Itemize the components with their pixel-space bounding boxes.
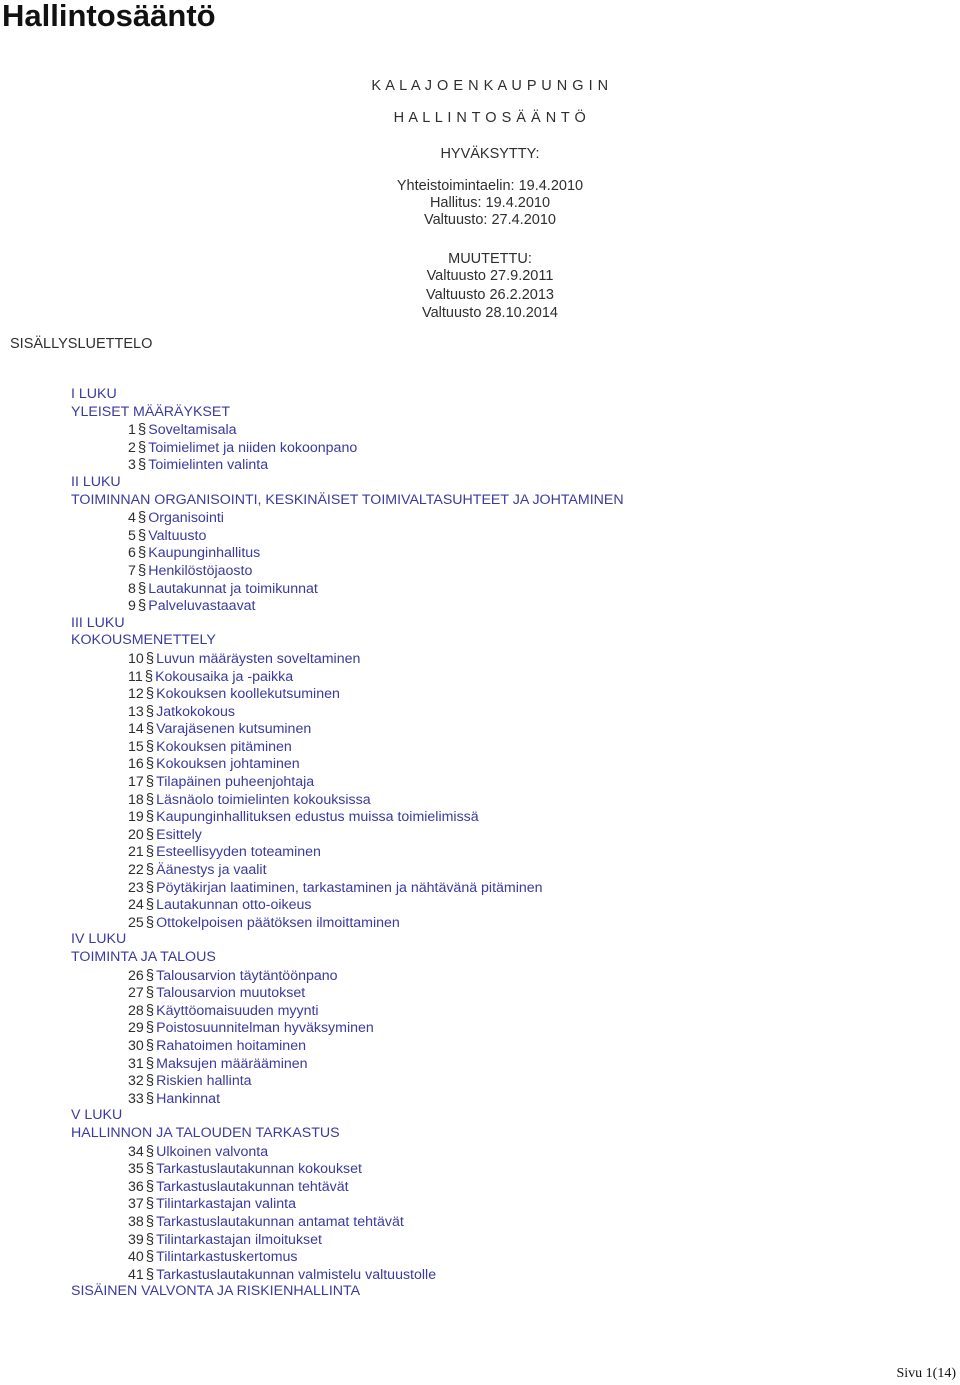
toc-item-number: 20 [128, 826, 144, 843]
toc-item-title: Kokouksen pitäminen [156, 738, 292, 755]
paragraph-symbol: § [137, 421, 147, 439]
table-of-contents [71, 386, 951, 1301]
toc-item[interactable] [71, 755, 951, 773]
toc-item[interactable] [71, 509, 951, 527]
toc-item-title: Soveltamisala [148, 422, 237, 439]
toc-item-title: Tilintarkastuskertomus [156, 1249, 298, 1266]
toc-chapter[interactable]: HALLINNON JA TALOUDEN TARKASTUS [71, 1124, 340, 1141]
toc-item-number: 41 [128, 1266, 144, 1283]
toc-item-title: Lautakunnat ja toimikunnat [148, 580, 318, 597]
toc-item-number: 35 [128, 1161, 144, 1178]
toc-item-number: 2 [128, 439, 136, 456]
toc-item-title: Tarkastuslautakunnan kokoukset [156, 1161, 362, 1178]
paragraph-symbol: § [145, 1248, 155, 1266]
toc-item-title: Maksujen määrääminen [156, 1055, 308, 1072]
toc-item[interactable] [71, 1160, 951, 1178]
toc-chapter[interactable]: YLEISET MÄÄRÄYKSET [71, 403, 231, 420]
toc-item[interactable] [71, 439, 951, 457]
toc-item-number: 3 [128, 457, 136, 474]
toc-item-title: Tilintarkastajan valinta [156, 1196, 296, 1213]
toc-item-number: 33 [128, 1090, 144, 1107]
toc-item[interactable] [71, 527, 951, 545]
approval-line: Yhteistoimintaelin: 19.4.2010 [396, 178, 584, 194]
toc-item-title: Ottokelpoisen päätöksen ilmoittaminen [156, 914, 400, 931]
toc-item-title: Lautakunnan otto-oikeus [156, 897, 312, 914]
toc-item-title: Pöytäkirjan laatiminen, tarkastaminen ja nähtävänä pitäminen [156, 879, 543, 896]
toc-item-number: 19 [128, 809, 144, 826]
approval-line: Hallitus: 19.4.2010 [429, 195, 551, 211]
toc-item-number: 37 [128, 1196, 144, 1213]
toc-item[interactable] [71, 668, 951, 686]
paragraph-symbol: § [145, 878, 155, 896]
paragraph-symbol: § [145, 1212, 155, 1230]
toc-item[interactable] [71, 1266, 951, 1284]
toc-item[interactable] [71, 808, 951, 826]
paragraph-symbol: § [145, 1177, 155, 1195]
paragraph-symbol: § [137, 544, 147, 562]
toc-item-number: 6 [128, 545, 136, 562]
toc-item[interactable] [71, 1002, 951, 1020]
paragraph-symbol: § [145, 773, 155, 791]
toc-item-title: Organisointi [148, 510, 224, 527]
toc-item-number: 31 [128, 1055, 144, 1072]
paragraph-symbol: § [137, 509, 147, 527]
toc-item-number: 17 [128, 774, 144, 791]
toc-item[interactable] [71, 826, 951, 844]
toc-item-number: 38 [128, 1213, 144, 1230]
toc-item[interactable] [71, 1055, 951, 1073]
paragraph-symbol: § [137, 438, 147, 456]
toc-chapter[interactable]: IV LUKU [71, 931, 127, 948]
toc-item-number: 14 [128, 721, 144, 738]
toc-chapter[interactable]: II LUKU [71, 473, 121, 490]
toc-item-number: 36 [128, 1178, 144, 1195]
toc-item[interactable] [71, 1248, 951, 1266]
paragraph-symbol: § [145, 984, 155, 1002]
paragraph-symbol: § [145, 649, 155, 667]
toc-item[interactable] [71, 580, 951, 598]
toc-item[interactable] [71, 791, 951, 809]
toc-item-number: 15 [128, 738, 144, 755]
paragraph-symbol: § [145, 1001, 155, 1019]
toc-item-number: 30 [128, 1037, 144, 1054]
toc-item-title: Jatkokokous [156, 703, 235, 720]
toc-item-number: 27 [128, 985, 144, 1002]
toc-item-number: 7 [128, 562, 136, 579]
toc-item-title: Käyttöomaisuuden myynti [156, 1002, 319, 1019]
toc-item-title: Kaupunginhallituksen edustus muissa toimielimissä [156, 809, 479, 826]
paragraph-symbol: § [145, 790, 155, 808]
toc-item-number: 10 [128, 650, 144, 667]
toc-item[interactable] [71, 843, 951, 861]
toc-item-number: 34 [128, 1143, 144, 1160]
toc-item-number: 29 [128, 1020, 144, 1037]
paragraph-symbol: § [137, 561, 147, 579]
paragraph-symbol: § [145, 1265, 155, 1283]
toc-item[interactable] [71, 861, 951, 879]
toc-item-title: Talousarvion muutokset [156, 985, 306, 1002]
approved-label: HYVÄKSYTTY: [440, 146, 540, 162]
paragraph-symbol: § [145, 843, 155, 861]
toc-item-number: 13 [128, 703, 144, 720]
toc-item-number: 26 [128, 967, 144, 984]
toc-item-title: Kaupunginhallitus [148, 545, 261, 562]
toc-item[interactable] [71, 720, 951, 738]
page-title: Hallintosääntö [2, 0, 216, 33]
toc-item[interactable] [71, 1178, 951, 1196]
paragraph-symbol: § [145, 1089, 155, 1107]
toc-item-title: Tarkastuslautakunnan tehtävät [156, 1178, 349, 1195]
toc-item[interactable] [71, 650, 951, 668]
toc-item[interactable] [71, 984, 951, 1002]
toc-item-title: Valtuusto [148, 527, 207, 544]
toc-item-title: Palveluvastaavat [148, 598, 256, 615]
paragraph-symbol: § [145, 1019, 155, 1037]
toc-item[interactable] [71, 738, 951, 756]
toc-chapter[interactable]: SISÄINEN VALVONTA JA RISKIENHALLINTA [71, 1283, 361, 1300]
toc-item-number: 24 [128, 897, 144, 914]
toc-item[interactable] [71, 1143, 951, 1161]
toc-item-number: 25 [128, 914, 144, 931]
toc-item-title: Tilapäinen puheenjohtaja [156, 774, 315, 791]
toc-chapter[interactable]: KOKOUSMENETTELY [71, 632, 216, 649]
toc-item[interactable] [71, 1019, 951, 1037]
toc-item-title: Rahatoimen hoitaminen [156, 1037, 306, 1054]
toc-item-number: 21 [128, 844, 144, 861]
toc-item[interactable] [71, 456, 951, 474]
toc-item-title: Kokouksen johtaminen [156, 756, 300, 773]
toc-item[interactable] [71, 703, 951, 721]
toc-item-title: Kokousaika ja -paikka [155, 668, 294, 685]
toc-item-title: Hankinnat [156, 1090, 221, 1107]
toc-item-number: 8 [128, 580, 136, 597]
toc-chapter[interactable]: TOIMINTA JA TALOUS [71, 949, 216, 965]
paragraph-symbol: § [145, 1195, 155, 1213]
toc-item[interactable] [71, 1072, 951, 1090]
toc-item-title: Ulkoinen valvonta [156, 1143, 269, 1160]
toc-heading: SISÄLLYSLUETTELO [10, 336, 153, 352]
header-regulation-line: H A L L I N T O S Ä Ä N T Ö [393, 110, 587, 126]
paragraph-symbol: § [145, 1230, 155, 1248]
toc-item[interactable] [71, 685, 951, 703]
page-number: Sivu 1(14) [896, 1366, 956, 1381]
toc-item-title: Talousarvion täytäntöönpano [156, 967, 338, 984]
toc-item-number: 23 [128, 879, 144, 896]
amendment-line: Valtuusto 28.10.2014 [422, 305, 558, 321]
paragraph-symbol: § [137, 579, 147, 597]
paragraph-symbol: § [145, 1054, 155, 1072]
toc-item-number: 18 [128, 791, 144, 808]
toc-item[interactable] [71, 562, 951, 580]
toc-item-number: 11 [128, 668, 143, 685]
toc-item-number: 22 [128, 862, 144, 879]
toc-item[interactable] [71, 1090, 951, 1108]
toc-item[interactable] [71, 879, 951, 897]
paragraph-symbol: § [145, 896, 155, 914]
paragraph-symbol: § [145, 685, 155, 703]
toc-item[interactable] [71, 544, 951, 562]
toc-item-title: Tarkastuslautakunnan valmistelu valtuustolle [156, 1266, 437, 1283]
paragraph-symbol: § [145, 808, 155, 826]
paragraph-symbol: § [137, 526, 147, 544]
toc-item-title: Tarkastuslautakunnan antamat tehtävät [156, 1213, 404, 1230]
toc-item-title: Esittely [156, 826, 202, 843]
toc-item-title: Kokouksen koollekutsuminen [156, 686, 340, 703]
toc-item-title: Luvun määräysten soveltaminen [156, 650, 361, 667]
paragraph-symbol: § [145, 1072, 155, 1090]
toc-item[interactable] [71, 1195, 951, 1213]
toc-item[interactable] [71, 1037, 951, 1055]
amended-label: MUUTETTU: [448, 251, 532, 267]
paragraph-symbol: § [145, 1160, 155, 1178]
toc-item[interactable] [71, 773, 951, 791]
toc-item-title: Toimielimet ja niiden kokoonpano [148, 439, 358, 456]
toc-item[interactable] [71, 967, 951, 985]
toc-item[interactable] [71, 421, 951, 439]
toc-item-title: Toimielinten valinta [148, 457, 269, 474]
toc-item-number: 9 [128, 598, 136, 615]
toc-item-title: Henkilöstöjaosto [148, 562, 253, 579]
paragraph-symbol: § [145, 755, 155, 773]
paragraph-symbol: § [145, 861, 155, 879]
toc-item-title: Varajäsenen kutsuminen [156, 721, 312, 738]
toc-item-title: Tilintarkastajan ilmoitukset [156, 1231, 322, 1248]
toc-item-number: 5 [128, 527, 136, 544]
toc-item[interactable] [71, 597, 951, 615]
toc-chapter[interactable]: TOIMINNAN ORGANISOINTI, KESKINÄISET TOIMIVALTASUHTEET JA JOHTAMINEN [71, 491, 624, 508]
toc-item-number: 32 [128, 1073, 144, 1090]
toc-item-number: 16 [128, 756, 144, 773]
toc-item-title: Läsnäolo toimielinten kokouksissa [156, 791, 371, 808]
toc-item[interactable] [71, 914, 951, 932]
paragraph-symbol: § [145, 720, 155, 738]
toc-item-number: 4 [128, 510, 136, 527]
toc-item-title: Äänestys ja vaalit [156, 862, 267, 879]
toc-item-title: Poistosuunnitelman hyväksyminen [156, 1020, 374, 1037]
toc-item-number: 39 [128, 1231, 144, 1248]
paragraph-symbol: § [145, 737, 155, 755]
toc-chapter[interactable]: III LUKU [71, 614, 125, 631]
toc-item-number: 12 [128, 686, 144, 703]
paragraph-symbol: § [145, 702, 155, 720]
toc-item[interactable] [71, 1231, 951, 1249]
toc-item[interactable] [71, 896, 951, 914]
approval-line: Valtuusto: 27.4.2010 [424, 212, 556, 228]
amendment-line: Valtuusto 27.9.2011 [426, 268, 554, 284]
paragraph-symbol: § [145, 966, 155, 984]
toc-item-number: 1 [128, 422, 136, 439]
paragraph-symbol: § [145, 1036, 155, 1054]
amendment-line: Valtuusto 26.2.2013 [426, 287, 554, 303]
toc-item-number: 40 [128, 1249, 144, 1266]
paragraph-symbol: § [144, 667, 154, 685]
paragraph-symbol: § [145, 913, 155, 931]
paragraph-symbol: § [137, 597, 147, 615]
paragraph-symbol: § [137, 456, 147, 474]
toc-item-title: Riskien hallinta [156, 1073, 252, 1090]
toc-item[interactable] [71, 1213, 951, 1231]
paragraph-symbol: § [145, 1142, 155, 1160]
toc-chapter[interactable]: V LUKU [71, 1107, 123, 1124]
toc-item-number: 28 [128, 1002, 144, 1019]
toc-item-title: Esteellisyyden toteaminen [156, 844, 321, 861]
paragraph-symbol: § [145, 825, 155, 843]
toc-chapter[interactable]: I LUKU [71, 386, 117, 402]
header-city-line: K A L A J O E N K A U P U N G I N [371, 78, 609, 94]
